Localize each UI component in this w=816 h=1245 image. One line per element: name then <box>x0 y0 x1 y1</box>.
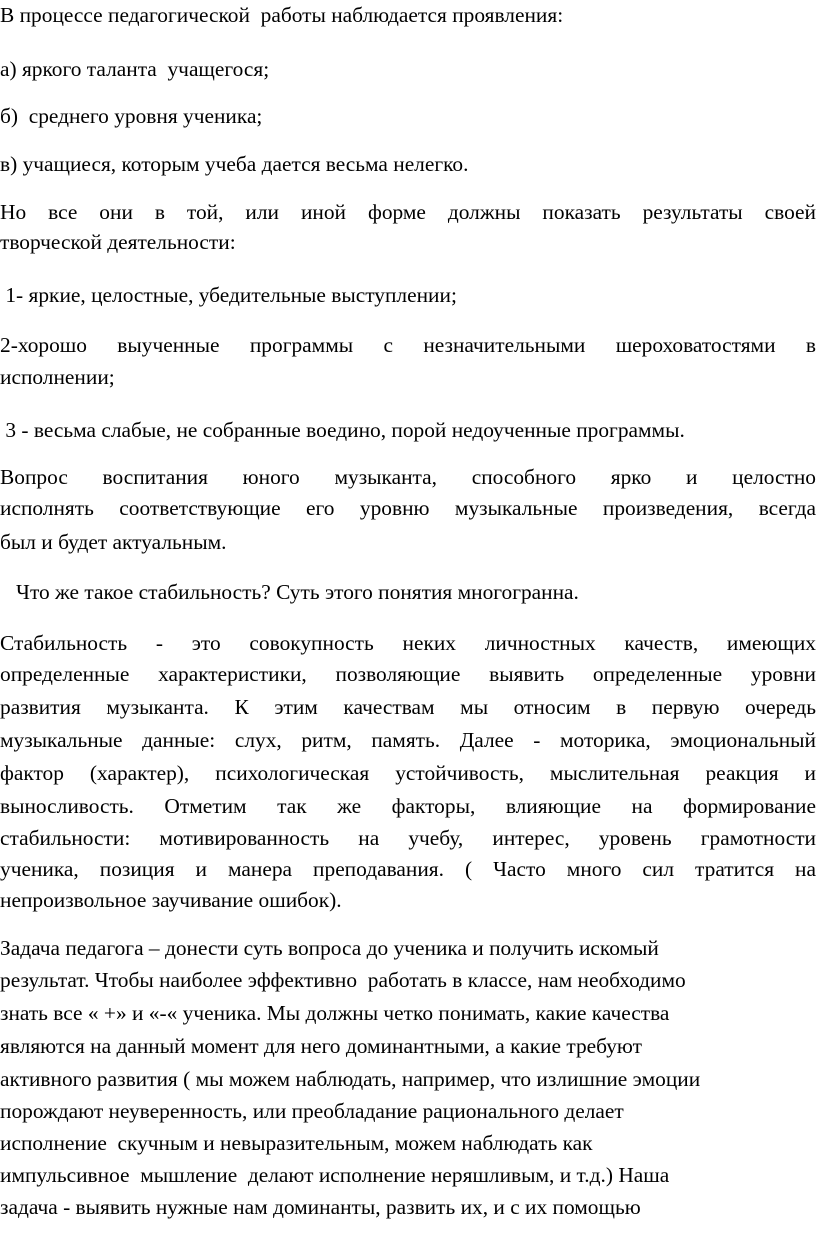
text-line: определенные характеристики, позволяющие выявить определенные уровни <box>0 662 816 686</box>
text-line: исполнение скучным и невыразительным, можем наблюдать как <box>0 1131 593 1155</box>
text-line: был и будет актуальным. <box>0 530 227 554</box>
text-line: В процессе педагогической работы наблюдается проявления: <box>0 3 564 27</box>
text-line: Но все они в той, или иной форме должны показать результаты своей <box>0 200 816 224</box>
text-line: исполнении; <box>0 365 115 389</box>
text-line: в) учащиеся, которым учеба дается весьма нелегко. <box>0 152 469 176</box>
text-line: ученика, позиция и манера преподавания. ( Часто много сил тратится на <box>0 857 816 881</box>
text-line: выносливость. Отметим так же факторы, влияющие на формирование <box>0 794 816 818</box>
text-line: 2-хорошо выученные программы с незначительными шероховатостями в <box>0 333 816 357</box>
text-line: Вопрос воспитания юного музыканта, способного ярко и целостно <box>0 465 816 489</box>
text-line: творческой деятельности: <box>0 230 236 254</box>
text-line: музыкальные данные: слух, ритм, память. Далее - моторика, эмоциональный <box>0 728 816 752</box>
text-line: б) среднего уровня ученика; <box>0 104 263 128</box>
text-line: импульсивное мышление делают исполнение неряшливым, и т.д.) Наша <box>0 1163 670 1187</box>
text-line: результат. Чтобы наиболее эффективно работать в классе, нам необходимо <box>0 968 686 992</box>
text-line: задача - выявить нужные нам доминанты, развить их, и с их помощью <box>0 1195 641 1219</box>
text-line: развития музыканта. К этим качествам мы относим в первую очередь <box>0 695 816 719</box>
text-line: фактор (характер), психологическая устойчивость, мыслительная реакция и <box>0 761 816 785</box>
text-line: исполнять соответствующие его уровню музыкальные произведения, всегда <box>0 496 816 520</box>
text-line: Стабильность - это совокупность неких личностных качеств, имеющих <box>0 631 816 655</box>
text-line: порождают неуверенность, или преобладание рационального делает <box>0 1099 624 1123</box>
text-line: активного развития ( мы можем наблюдать, например, что излишние эмоции <box>0 1067 701 1091</box>
text-line: 1- яркие, целостные, убедительные выступлении; <box>0 283 457 307</box>
text-line: стабильности: мотивированность на учебу, интерес, уровень грамотности <box>0 826 816 850</box>
text-line: 3 - весьма слабые, не собранные воедино, порой недоученные программы. <box>0 418 685 442</box>
text-line: непроизвольное заучивание ошибок). <box>0 888 342 912</box>
text-line: знать все « +» и «-« ученика. Мы должны четко понимать, какие качества <box>0 1001 670 1025</box>
text-line: являются на данный момент для него доминантными, а какие требуют <box>0 1034 642 1058</box>
text-line: Что же такое стабильность? Суть этого понятия многогранна. <box>0 580 579 604</box>
text-line: а) яркого таланта учащегося; <box>0 57 270 81</box>
text-line: Задача педагога – донести суть вопроса до ученика и получить искомый <box>0 936 659 960</box>
